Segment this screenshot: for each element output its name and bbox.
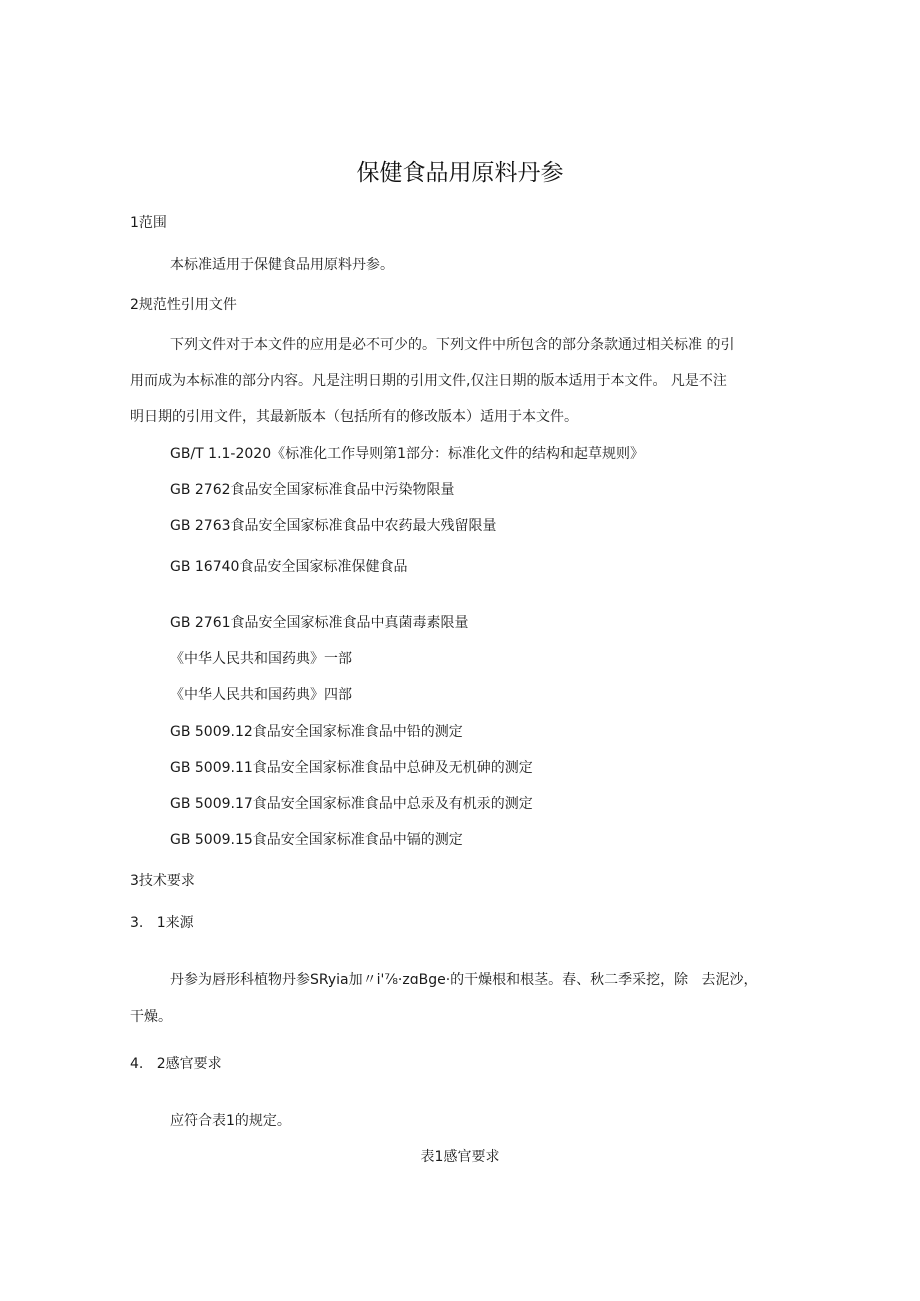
reference-item: 《中华人民共和国药典》四部 [170,687,352,703]
section-3-1-body-line-2: 干燥。 [130,1009,172,1025]
section-3-heading: 3技术要求 [130,873,195,889]
section-3-2-heading: 4. 2感官要求 [130,1056,222,1072]
section-3-1-body-line-1: 丹参为唇形科植物丹参SRyia加〃i'⅞·zɑBge·的干燥根和根茎。春、秋二季采挖，除 去泥沙， [170,972,758,988]
section-1-heading: 1范围 [130,215,167,231]
page-title: 保健食品用原料丹参 [356,160,564,186]
reference-item: GB 5009.12食品安全国家标准食品中铅的测定 [170,724,463,740]
reference-item: 《中华人民共和国药典》一部 [170,651,352,667]
section-2-heading: 2规范性引用文件 [130,297,237,313]
reference-item: GB 16740食品安全国家标准保健食品 [170,559,408,575]
reference-item: GB 2762食品安全国家标准食品中污染物限量 [170,482,455,498]
table-1-caption: 表1感官要求 [420,1149,500,1165]
reference-item: GB 5009.15食品安全国家标准食品中镉的测定 [170,832,463,848]
reference-item: GB/T 1.1-2020《标准化工作导则第1部分：标准化文件的结构和起草规则》 [170,446,645,462]
reference-item: GB 5009.17食品安全国家标准食品中总汞及有机汞的测定 [170,796,533,812]
reference-item: GB 2761食品安全国家标准食品中真菌毒素限量 [170,615,469,631]
section-3-1-heading: 3. 1来源 [130,915,194,931]
section-3-2-body: 应符合表1的规定。 [170,1113,291,1129]
section-2-paragraph-line-1: 下列文件对于本文件的应用是必不可少的。下列文件中所包含的部分条款通过相关标准 的引 [170,337,735,353]
section-1-body: 本标准适用于保健食品用原料丹参。 [170,257,394,273]
section-2-paragraph-line-3: 明日期的引用文件，其最新版本（包括所有的修改版本）适用于本文件。 [130,409,578,425]
reference-item: GB 2763食品安全国家标准食品中农药最大残留限量 [170,518,497,534]
section-2-paragraph-line-2: 用而成为本标准的部分内容。凡是注明日期的引用文件,仅注日期的版本适用于本文件。 凡是不注 [130,373,727,389]
reference-item: GB 5009.11食品安全国家标准食品中总砷及无机砷的测定 [170,760,533,776]
